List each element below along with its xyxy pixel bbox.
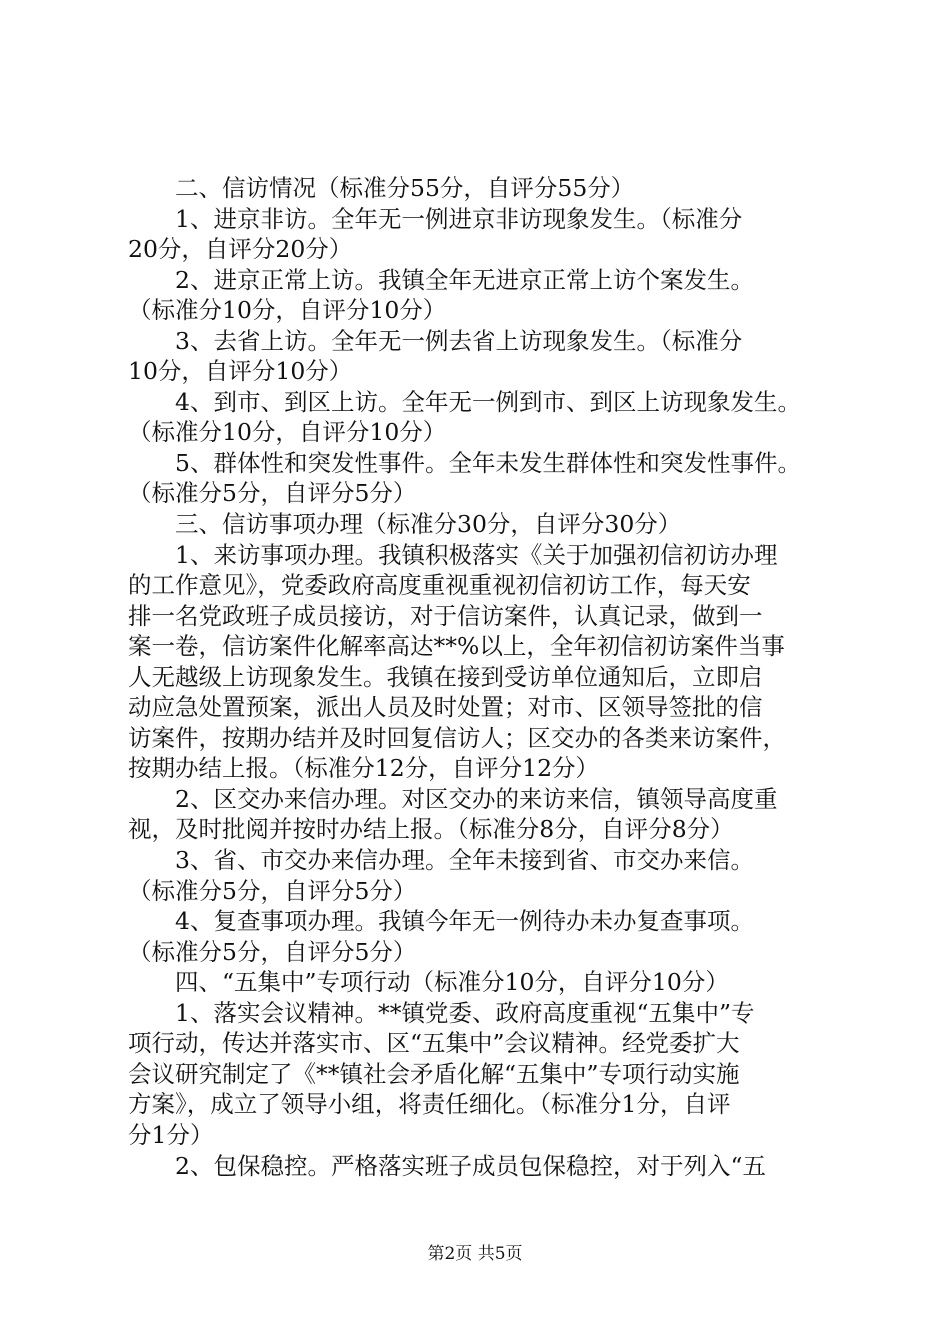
- text-line: 排一名党政班子成员接访，对于信访案件，认真记录，做到一: [128, 601, 763, 630]
- text-line: 2、包保稳控。严格落实班子成员包保稳控，对于列入“五: [128, 1151, 766, 1180]
- text-line: 视，及时批阅并按时办结上报。（标准分8分，自评分8分）: [128, 815, 734, 844]
- text-line: 会议研究制定了《**镇社会矛盾化解“五集中”专项行动实施: [128, 1059, 740, 1088]
- text-line: （标准分5分，自评分5分）: [128, 479, 417, 508]
- text-line: 四、“五集中”专项行动（标准分10分，自评分10分）: [128, 968, 729, 997]
- body-text: [128, 173, 832, 1181]
- text-line: 分1分）: [128, 1120, 214, 1149]
- text-line: 访案件，按期办结并及时回复信访人；区交办的各类来访案件，: [128, 723, 786, 752]
- text-line: 按期办结上报。（标准分12分，自评分12分）: [128, 754, 600, 783]
- text-line: （标准分10分，自评分10分）: [128, 418, 447, 447]
- text-line: 2、进京正常上访。我镇全年无进京正常上访个案发生。: [128, 265, 754, 294]
- text-line: 4、到市、到区上访。全年无一例到市、到区上访现象发生。: [128, 387, 801, 416]
- page-footer: 第2页 共5页: [427, 1244, 523, 1264]
- text-line: 1、落实会议精神。**镇党委、政府高度重视“五集中”专: [128, 998, 755, 1027]
- text-line: （标准分5分，自评分5分）: [128, 937, 417, 966]
- text-line: 动应急处置预案，派出人员及时处置；对市、区领导签批的信: [128, 693, 763, 722]
- text-line: 1、进京非访。全年无一例进京非访现象发生。（标准分: [128, 204, 743, 233]
- text-line: 的工作意见》，党委政府高度重视重视初信初访工作，每天安: [128, 571, 751, 600]
- text-line: 2、区交办来信办理。对区交办的来访来信，镇领导高度重: [128, 784, 778, 813]
- text-line: 3、省、市交办来信办理。全年未接到省、市交办来信。: [128, 846, 754, 875]
- text-line: 3、去省上访。全年无一例去省上访现象发生。（标准分: [128, 326, 743, 355]
- text-line: 20分，自评分20分）: [128, 235, 353, 264]
- text-line: （标准分5分，自评分5分）: [128, 876, 417, 905]
- text-line: 项行动，传达并落实市、区“五集中”会议精神。经党委扩大: [128, 1029, 740, 1058]
- text-line: 方案》，成立了领导小组，将责任细化。（标准分1分，自评: [128, 1090, 731, 1119]
- text-line: 4、复查事项办理。我镇今年无一例待办未办复查事项。: [128, 907, 754, 936]
- text-line: 10分，自评分10分）: [128, 357, 353, 386]
- text-line: 1、来访事项办理。我镇积极落实《关于加强初信初访办理: [128, 540, 778, 569]
- text-line: 人无越级上访现象发生。我镇在接到受访单位通知后，立即启: [128, 662, 763, 691]
- text-line: 二、信访情况（标准分55分，自评分55分）: [128, 174, 635, 202]
- text-line: 5、群体性和突发性事件。全年未发生群体性和突发性事件。: [128, 448, 801, 477]
- text-line: 三、信访事项办理（标准分30分，自评分30分）: [128, 510, 682, 539]
- text-line: 案一卷，信访案件化解率高达**%以上，全年初信初访案件当事: [128, 632, 785, 661]
- text-line: （标准分10分，自评分10分）: [128, 296, 447, 325]
